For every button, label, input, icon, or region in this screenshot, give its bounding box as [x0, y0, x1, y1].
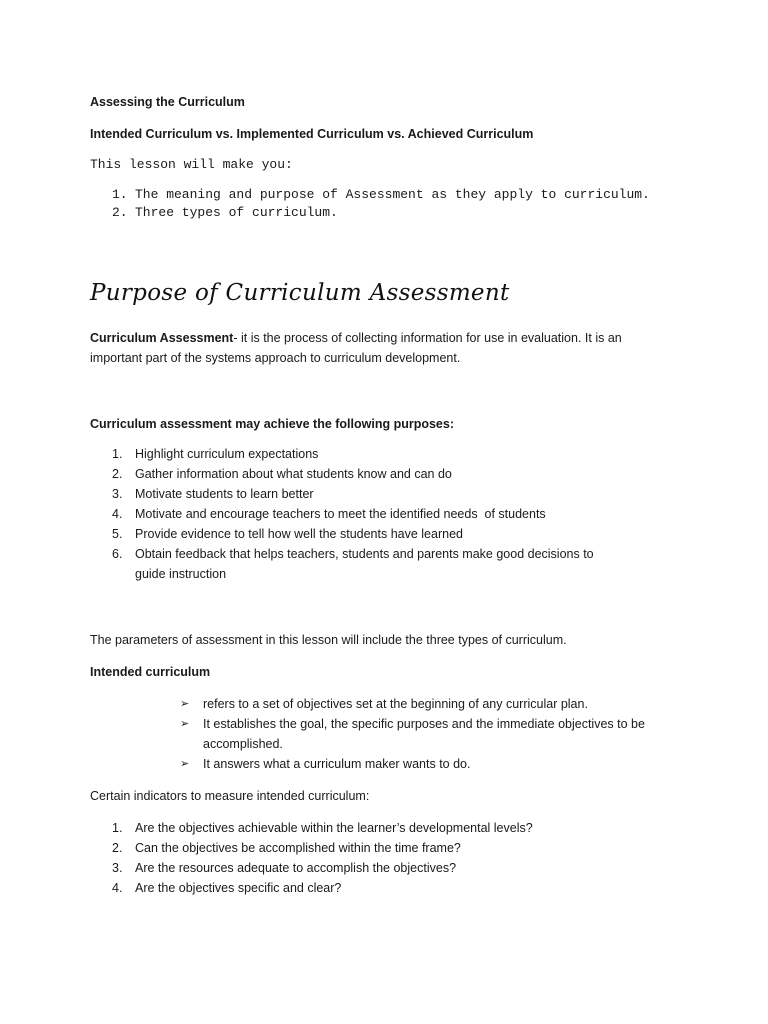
list-item — [90, 838, 690, 858]
list-item-text: Gather information about what students know and can do — [135, 467, 452, 481]
list-item-text: Motivate and encourage teachers to meet the identified needs of students — [135, 507, 546, 521]
parameters-paragraph: The parameters of assessment in this lesson will include the three types of curriculum. — [90, 633, 567, 647]
list-item — [90, 186, 690, 204]
list-item-text: Are the objectives achievable within the learner’s developmental levels? — [135, 821, 533, 835]
list-item — [90, 504, 690, 524]
list-item-text: Highlight curriculum expectations — [135, 447, 319, 461]
list-number: 3. — [112, 487, 123, 501]
list-item — [90, 444, 690, 464]
purposes-heading: Curriculum assessment may achieve the following purposes: — [90, 417, 454, 431]
definition-paragraph — [90, 328, 650, 368]
list-item-text: refers to a set of objectives set at the beginning of any curricular plan. — [203, 697, 588, 711]
list-item — [90, 858, 690, 878]
intended-points-list — [180, 694, 680, 774]
definition-text: - it is the process of collecting information for use in evaluation. It is an important part of the systems approach to curriculum development. — [90, 331, 622, 365]
arrow-bullet-icon: ➢ — [180, 698, 190, 710]
list-item-text: Are the resources adequate to accomplish the objectives? — [135, 861, 457, 875]
list-item — [180, 694, 680, 714]
list-item — [90, 524, 690, 544]
list-item-text: It establishes the goal, the specific purposes and the immediate objectives to be accomplished. — [203, 717, 645, 751]
list-item — [90, 544, 610, 584]
arrow-bullet-icon: ➢ — [180, 758, 190, 770]
list-number: 1. — [112, 187, 128, 202]
list-number: 2. — [112, 467, 123, 481]
lesson-goals-list — [90, 186, 690, 222]
list-item-text: Can the objectives be accomplished within the time frame? — [135, 841, 461, 855]
list-item — [90, 484, 690, 504]
list-number: 4. — [112, 507, 123, 521]
document-subtitle: Intended Curriculum vs. Implemented Curriculum vs. Achieved Curriculum — [90, 127, 534, 141]
section-heading: Purpose of Curriculum Assessment — [90, 280, 510, 306]
list-item-text: Motivate students to learn better — [135, 487, 314, 501]
list-item — [180, 754, 680, 774]
indicators-list — [90, 818, 690, 898]
arrow-bullet-icon: ➢ — [180, 718, 190, 730]
list-item-text: Obtain feedback that helps teachers, students and parents make good decisions to guide instruction — [135, 547, 594, 581]
document-page — [90, 92, 690, 898]
list-number: 1. — [112, 447, 123, 461]
list-number: 1. — [112, 821, 123, 835]
list-item-text: The meaning and purpose of Assessment as they apply to curriculum. — [135, 187, 650, 202]
list-item-text: Provide evidence to tell how well the students have learned — [135, 527, 463, 541]
intended-heading: Intended curriculum — [90, 665, 211, 679]
list-item — [90, 464, 690, 484]
list-item-text: It answers what a curriculum maker wants to do. — [203, 757, 471, 771]
list-item — [90, 878, 690, 898]
indicators-heading: Certain indicators to measure intended curriculum: — [90, 789, 370, 803]
definition-term: Curriculum Assessment — [90, 331, 234, 345]
document-title: Assessing the Curriculum — [90, 95, 245, 109]
list-item-text: Three types of curriculum. — [135, 205, 338, 220]
list-item — [90, 204, 690, 222]
list-number: 2. — [112, 205, 128, 220]
lesson-intro: This lesson will make you: — [90, 157, 293, 172]
purposes-list — [90, 444, 690, 584]
list-item — [180, 714, 680, 754]
list-item — [90, 818, 690, 838]
list-number: 2. — [112, 841, 123, 855]
list-item-text: Are the objectives specific and clear? — [135, 881, 342, 895]
list-number: 5. — [112, 527, 123, 541]
list-number: 6. — [112, 547, 123, 561]
list-number: 4. — [112, 881, 123, 895]
list-number: 3. — [112, 861, 123, 875]
